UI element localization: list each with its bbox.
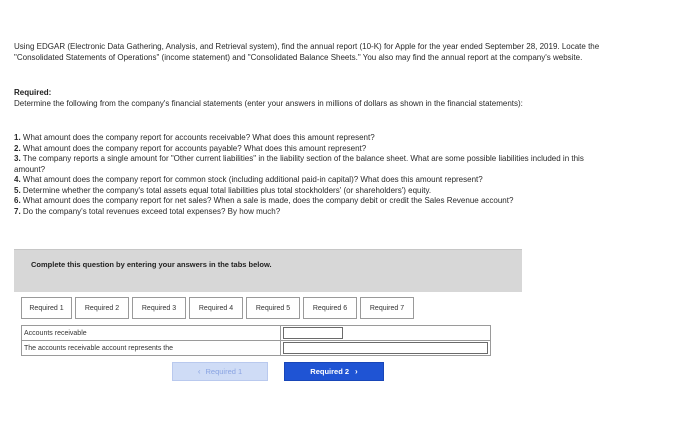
answer-cell: [281, 341, 491, 356]
chevron-right-icon: ›: [355, 366, 358, 376]
table-row: [22, 326, 491, 341]
question-text: What amount does the company report for accounts receivable? What does this amount represent?: [22, 133, 375, 142]
tab-required-7[interactable]: Required 7: [360, 297, 414, 319]
intro-paragraph: Using EDGAR (Electronic Data Gathering, Analysis, and Retrieval system), find the annual report (10-K) for Apple for the year ended September 28, 2019. Locate the "Consolidated Statements of Operations" (income statement) and "Consolidated Balance Sheets." You also may find the annual report at the company's website.: [14, 42, 600, 62]
tab-required-6[interactable]: Required 6: [303, 297, 357, 319]
question-number: 2.: [14, 143, 21, 153]
answer-table: [21, 325, 491, 356]
tab-required-4[interactable]: Required 4: [189, 297, 243, 319]
panel-instruction: Complete this question by entering your answers in the tabs below.: [31, 260, 272, 269]
instruction-panel: [14, 249, 522, 292]
question-number: 6.: [14, 196, 21, 205]
tab-required-1[interactable]: Required 1: [21, 297, 72, 319]
question-text: What amount does the company report for net sales? When a sale is made, does the company debit or credit the Sales Revenue account?: [22, 196, 514, 205]
row-label: The accounts receivable account represents the: [22, 341, 281, 356]
question-item: [14, 175, 604, 186]
question-number: 7.: [14, 206, 21, 216]
question-item: [14, 144, 604, 155]
required-description: Determine the following from the company's financial statements (enter your answers in millions of dollars as shown in the financial statements):: [14, 99, 523, 108]
question-text: What amount does the company report for accounts payable? What does this amount represent?: [22, 143, 367, 153]
tab-required-5[interactable]: Required 5: [246, 297, 300, 319]
question-item: [14, 207, 604, 218]
next-required-button[interactable]: [284, 362, 384, 381]
tab-required-2[interactable]: Required 2: [75, 297, 129, 319]
question-number: 4.: [14, 175, 21, 184]
question-text: The company reports a single amount for "Other current liabilities" in the liability section of the balance sheet. What are some possible liabilities included in this amount?: [14, 154, 584, 174]
question-number: 3.: [14, 154, 21, 163]
row-label: Accounts receivable: [22, 326, 281, 341]
question-text: Determine whether the company's total assets equal total liabilities plus total stockholders' (or shareholders') equity.: [22, 185, 432, 195]
chevron-left-icon: ‹: [197, 366, 201, 376]
prev-required-button[interactable]: [172, 362, 268, 381]
required-heading: Required:: [14, 88, 52, 97]
question-item: [14, 133, 604, 144]
accounts-receivable-input[interactable]: [283, 327, 343, 339]
question-text: What amount does the company report for common stock (including additional paid-in capital)? What does this amount represent?: [22, 175, 483, 184]
question-number: 1.: [14, 133, 21, 142]
tab-required-3[interactable]: Required 3: [132, 297, 186, 319]
answer-cell: [281, 326, 491, 341]
receivable-represents-input[interactable]: [283, 342, 488, 354]
question-text: Do the company's total revenues exceed total expenses? By how much?: [22, 206, 281, 216]
next-button-label: Required 2: [310, 367, 350, 376]
question-item: [14, 154, 604, 175]
question-item: [14, 186, 604, 197]
question-item: [14, 196, 604, 207]
question-number: 5.: [14, 185, 21, 195]
question-list: [14, 133, 604, 217]
prev-button-label: Required 1: [205, 367, 243, 376]
table-row: [22, 341, 491, 356]
required-tabs: [21, 297, 417, 321]
